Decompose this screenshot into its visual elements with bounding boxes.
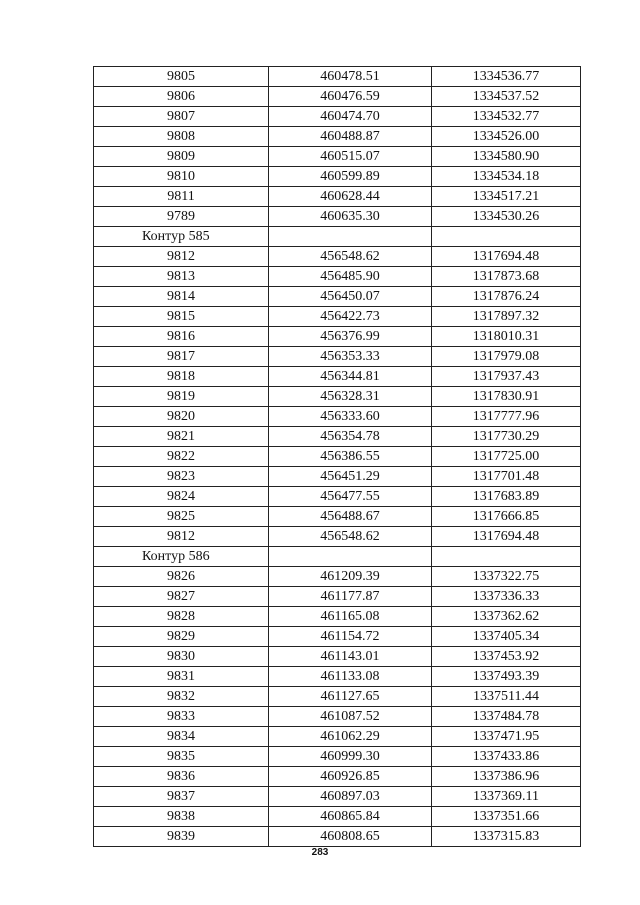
x-coordinate-cell: 461177.87: [269, 587, 432, 607]
x-coordinate-cell: 460808.65: [269, 827, 432, 847]
y-coordinate-cell: 1317694.48: [432, 247, 581, 267]
table-row: [94, 367, 581, 387]
table-row: [94, 527, 581, 547]
point-id-cell: 9812: [94, 527, 269, 547]
section-header-row: [94, 227, 581, 247]
page-number: 283: [311, 847, 329, 858]
coordinates-table: [93, 66, 581, 847]
y-coordinate-cell: 1334534.18: [432, 167, 581, 187]
y-coordinate-cell: 1317876.24: [432, 287, 581, 307]
y-coordinate-cell: 1337493.39: [432, 667, 581, 687]
x-coordinate-cell: 460478.51: [269, 67, 432, 87]
point-id-cell: 9815: [94, 307, 269, 327]
y-coordinate-cell: 1317694.48: [432, 527, 581, 547]
point-id-cell: 9809: [94, 147, 269, 167]
point-id-cell: 9839: [94, 827, 269, 847]
point-id-cell: 9813: [94, 267, 269, 287]
table-row: [94, 447, 581, 467]
table-row: [94, 67, 581, 87]
table-row: [94, 727, 581, 747]
point-id-cell: 9818: [94, 367, 269, 387]
table-row: [94, 107, 581, 127]
section-label: Контур 585: [94, 227, 269, 247]
table-row: [94, 707, 581, 727]
x-coordinate-cell: 460476.59: [269, 87, 432, 107]
table-row: [94, 667, 581, 687]
y-coordinate-cell: 1317730.29: [432, 427, 581, 447]
coordinates-table-body: [94, 67, 581, 847]
x-coordinate-cell: 460926.85: [269, 767, 432, 787]
point-id-cell: 9838: [94, 807, 269, 827]
table-row: [94, 427, 581, 447]
point-id-cell: 9810: [94, 167, 269, 187]
x-coordinate-cell: 456333.60: [269, 407, 432, 427]
table-row: [94, 307, 581, 327]
y-coordinate-cell: 1337471.95: [432, 727, 581, 747]
point-id-cell: 9832: [94, 687, 269, 707]
y-coordinate-cell: 1337405.34: [432, 627, 581, 647]
x-coordinate-cell: 456376.99: [269, 327, 432, 347]
x-coordinate-cell: 456328.31: [269, 387, 432, 407]
point-id-cell: 9826: [94, 567, 269, 587]
point-id-cell: 9819: [94, 387, 269, 407]
x-coordinate-cell: 460897.03: [269, 787, 432, 807]
x-coordinate-cell: 456477.55: [269, 487, 432, 507]
point-id-cell: 9830: [94, 647, 269, 667]
table-row: [94, 287, 581, 307]
point-id-cell: 9829: [94, 627, 269, 647]
y-coordinate-cell: 1337315.83: [432, 827, 581, 847]
x-coordinate-cell: 460635.30: [269, 207, 432, 227]
point-id-cell: 9812: [94, 247, 269, 267]
table-row: [94, 167, 581, 187]
y-coordinate-cell: 1317701.48: [432, 467, 581, 487]
x-coordinate-cell: 461087.52: [269, 707, 432, 727]
x-coordinate-cell: 460599.89: [269, 167, 432, 187]
y-coordinate-cell: 1334530.26: [432, 207, 581, 227]
x-coordinate-cell: 456450.07: [269, 287, 432, 307]
x-coordinate-cell: 460999.30: [269, 747, 432, 767]
x-coordinate-cell: 456485.90: [269, 267, 432, 287]
point-id-cell: 9836: [94, 767, 269, 787]
table-row: [94, 327, 581, 347]
point-id-cell: 9828: [94, 607, 269, 627]
table-row: [94, 587, 581, 607]
x-coordinate-cell: 461209.39: [269, 567, 432, 587]
x-coordinate-cell: 461165.08: [269, 607, 432, 627]
point-id-cell: 9821: [94, 427, 269, 447]
table-row: [94, 247, 581, 267]
x-coordinate-cell: 456488.67: [269, 507, 432, 527]
x-coordinate-cell: 461127.65: [269, 687, 432, 707]
table-row: [94, 207, 581, 227]
x-coordinate-cell: 456344.81: [269, 367, 432, 387]
table-row: [94, 607, 581, 627]
x-coordinate-cell: 460865.84: [269, 807, 432, 827]
y-coordinate-cell: 1317979.08: [432, 347, 581, 367]
y-coordinate-cell: 1337322.75: [432, 567, 581, 587]
x-coordinate-cell: 456354.78: [269, 427, 432, 447]
x-coordinate-cell: 461154.72: [269, 627, 432, 647]
y-coordinate-cell: 1337369.11: [432, 787, 581, 807]
x-coordinate-cell: 461143.01: [269, 647, 432, 667]
point-id-cell: 9806: [94, 87, 269, 107]
point-id-cell: 9816: [94, 327, 269, 347]
table-row: [94, 487, 581, 507]
table-row: [94, 807, 581, 827]
x-coordinate-cell: 456386.55: [269, 447, 432, 467]
x-coordinate-cell: 456548.62: [269, 527, 432, 547]
y-coordinate-cell: 1337362.62: [432, 607, 581, 627]
x-coordinate-cell: 456422.73: [269, 307, 432, 327]
y-coordinate-cell: 1337484.78: [432, 707, 581, 727]
y-coordinate-cell: 1318010.31: [432, 327, 581, 347]
y-coordinate-cell: 1317873.68: [432, 267, 581, 287]
point-id-cell: 9817: [94, 347, 269, 367]
point-id-cell: 9837: [94, 787, 269, 807]
point-id-cell: 9835: [94, 747, 269, 767]
point-id-cell: 9808: [94, 127, 269, 147]
y-coordinate-cell: 1317683.89: [432, 487, 581, 507]
y-coordinate-cell: 1334580.90: [432, 147, 581, 167]
point-id-cell: 9822: [94, 447, 269, 467]
point-id-cell: 9825: [94, 507, 269, 527]
table-row: [94, 767, 581, 787]
empty-cell: [269, 547, 432, 567]
table-row: [94, 827, 581, 847]
point-id-cell: 9807: [94, 107, 269, 127]
y-coordinate-cell: 1317666.85: [432, 507, 581, 527]
table-row: [94, 267, 581, 287]
y-coordinate-cell: 1317830.91: [432, 387, 581, 407]
empty-cell: [432, 227, 581, 247]
y-coordinate-cell: 1317725.00: [432, 447, 581, 467]
table-row: [94, 387, 581, 407]
y-coordinate-cell: 1334532.77: [432, 107, 581, 127]
point-id-cell: 9823: [94, 467, 269, 487]
y-coordinate-cell: 1337511.44: [432, 687, 581, 707]
y-coordinate-cell: 1334536.77: [432, 67, 581, 87]
table-row: [94, 787, 581, 807]
y-coordinate-cell: 1334517.21: [432, 187, 581, 207]
table-row: [94, 747, 581, 767]
table-row: [94, 407, 581, 427]
y-coordinate-cell: 1334526.00: [432, 127, 581, 147]
x-coordinate-cell: 456548.62: [269, 247, 432, 267]
y-coordinate-cell: 1337386.96: [432, 767, 581, 787]
point-id-cell: 9827: [94, 587, 269, 607]
point-id-cell: 9824: [94, 487, 269, 507]
point-id-cell: 9805: [94, 67, 269, 87]
table-row: [94, 87, 581, 107]
x-coordinate-cell: 460628.44: [269, 187, 432, 207]
table-row: [94, 507, 581, 527]
y-coordinate-cell: 1337336.33: [432, 587, 581, 607]
x-coordinate-cell: 460474.70: [269, 107, 432, 127]
empty-cell: [269, 227, 432, 247]
table-row: [94, 647, 581, 667]
y-coordinate-cell: 1317897.32: [432, 307, 581, 327]
table-row: [94, 187, 581, 207]
x-coordinate-cell: 461062.29: [269, 727, 432, 747]
table-row: [94, 467, 581, 487]
y-coordinate-cell: 1337453.92: [432, 647, 581, 667]
y-coordinate-cell: 1337433.86: [432, 747, 581, 767]
table-row: [94, 347, 581, 367]
point-id-cell: 9833: [94, 707, 269, 727]
x-coordinate-cell: 456451.29: [269, 467, 432, 487]
x-coordinate-cell: 456353.33: [269, 347, 432, 367]
y-coordinate-cell: 1334537.52: [432, 87, 581, 107]
point-id-cell: 9814: [94, 287, 269, 307]
table-row: [94, 567, 581, 587]
point-id-cell: 9834: [94, 727, 269, 747]
point-id-cell: 9831: [94, 667, 269, 687]
section-label: Контур 586: [94, 547, 269, 567]
table-row: [94, 627, 581, 647]
point-id-cell: 9789: [94, 207, 269, 227]
y-coordinate-cell: 1337351.66: [432, 807, 581, 827]
x-coordinate-cell: 460515.07: [269, 147, 432, 167]
point-id-cell: 9811: [94, 187, 269, 207]
point-id-cell: 9820: [94, 407, 269, 427]
table-row: [94, 127, 581, 147]
x-coordinate-cell: 460488.87: [269, 127, 432, 147]
section-header-row: [94, 547, 581, 567]
table-row: [94, 687, 581, 707]
x-coordinate-cell: 461133.08: [269, 667, 432, 687]
y-coordinate-cell: 1317937.43: [432, 367, 581, 387]
empty-cell: [432, 547, 581, 567]
table-row: [94, 147, 581, 167]
y-coordinate-cell: 1317777.96: [432, 407, 581, 427]
